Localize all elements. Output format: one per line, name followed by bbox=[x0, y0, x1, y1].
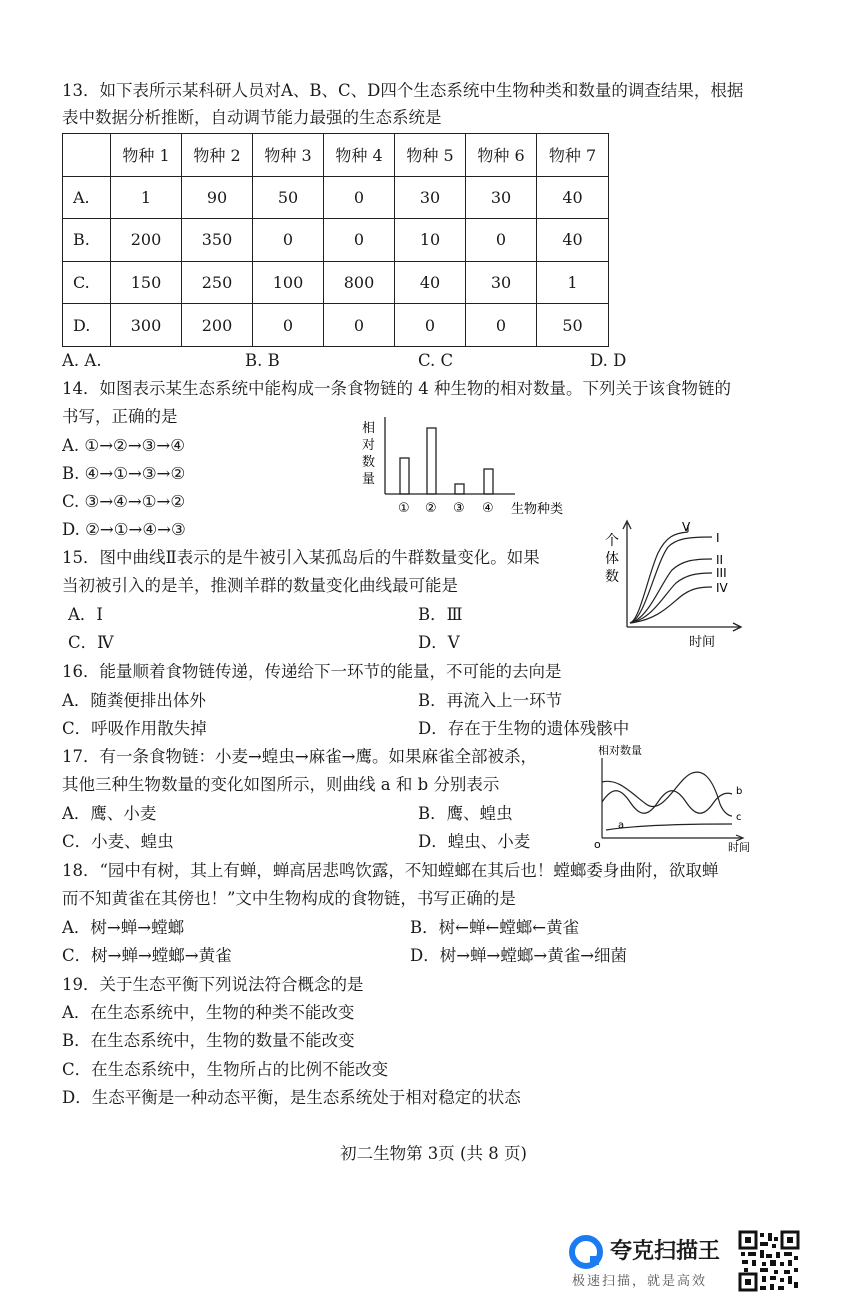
curve-v bbox=[630, 532, 688, 623]
curve-c bbox=[602, 772, 732, 816]
table-cell: 30 bbox=[466, 261, 537, 304]
q15-option-c: C．Ⅳ bbox=[68, 633, 114, 652]
curve-label: c bbox=[736, 812, 742, 823]
y-axis-label-char: 数 bbox=[362, 455, 376, 470]
curve-label: b bbox=[736, 786, 743, 797]
q14-bar-chart bbox=[350, 412, 585, 522]
q18-option-a: A．树→蝉→螳螂 bbox=[62, 918, 185, 937]
y-axis-label-char: 相 bbox=[362, 421, 376, 436]
x-tick-label: ② bbox=[425, 501, 437, 516]
q13-option-b: B. B bbox=[245, 351, 280, 370]
table-cell: 30 bbox=[466, 176, 537, 219]
table-cell: 800 bbox=[324, 261, 395, 304]
curve-label: I bbox=[716, 531, 720, 545]
table-row bbox=[63, 176, 609, 219]
table-header-cell: 物种 6 bbox=[466, 134, 537, 177]
q15-stem-line2: 当初被引入的是羊，推测羊群的数量变化曲线最可能是 bbox=[62, 576, 458, 595]
q13-stem-line1: 13．如下表所示某科研人员对A、B、C、D四个生态系统中生物种类和数量的调查结果，根据 bbox=[62, 81, 744, 100]
scanner-logo-icon bbox=[568, 1234, 604, 1270]
page-footer: 初二生物第 3页 (共 8 页) bbox=[340, 1144, 527, 1163]
curve-a bbox=[606, 824, 732, 830]
y-axis-label-char: 体 bbox=[605, 551, 619, 567]
table-cell: 100 bbox=[253, 261, 324, 304]
chart-origin-label: o bbox=[594, 838, 601, 851]
table-header-cell: 物种 4 bbox=[324, 134, 395, 177]
x-tick-label: ④ bbox=[482, 501, 494, 516]
qr-code-icon bbox=[738, 1230, 800, 1292]
y-axis-label-char: 对 bbox=[362, 438, 376, 453]
table-cell: 40 bbox=[395, 261, 466, 304]
table-cell: 350 bbox=[182, 219, 253, 262]
q18-option-c: C．树→蝉→螳螂→黄雀 bbox=[62, 946, 232, 965]
q16-option-a: A．随粪便排出体外 bbox=[62, 691, 206, 710]
table-header-cell: 物种 3 bbox=[253, 134, 324, 177]
q13-data-table bbox=[62, 133, 609, 347]
table-row-label: A. bbox=[63, 176, 111, 219]
q15-growth-curve-chart bbox=[600, 515, 750, 655]
q17-option-c: C．小麦、蝗虫 bbox=[62, 832, 174, 851]
q15-option-b: B．Ⅲ bbox=[418, 605, 463, 624]
q19-option-b: B．在生态系统中，生物的数量不能改变 bbox=[62, 1031, 355, 1050]
q15-stem-line1: 15．图中曲线Ⅱ表示的是牛被引入某孤岛后的牛群数量变化。如果 bbox=[62, 548, 540, 567]
scanner-watermark bbox=[568, 1228, 738, 1298]
q15-option-a: A．Ⅰ bbox=[68, 605, 103, 624]
q19-stem-line1: 19．关于生态平衡下列说法符合概念的是 bbox=[62, 975, 364, 994]
table-cell: 40 bbox=[537, 176, 609, 219]
q17-stem-line2: 其他三种生物数量的变化如图所示，则曲线 a 和 b 分别表示 bbox=[62, 775, 500, 794]
table-cell: 1 bbox=[537, 261, 609, 304]
q19-option-d: D．生态平衡是一种动态平衡，是生态系统处于相对稳定的状态 bbox=[62, 1088, 521, 1107]
table-cell: 0 bbox=[324, 176, 395, 219]
y-axis-label: 相对数量 bbox=[598, 744, 642, 757]
table-header-row bbox=[63, 134, 609, 177]
bar-organism-1 bbox=[400, 458, 409, 494]
table-cell: 200 bbox=[111, 219, 182, 262]
q16-option-d: D．存在于生物的遗体残骸中 bbox=[418, 719, 630, 738]
table-cell: 10 bbox=[395, 219, 466, 262]
x-tick-label: ③ bbox=[453, 501, 465, 516]
q14-stem-line1: 14．如图表示某生态系统中能构成一条食物链的 4 种生物的相对数量。下列关于该食物链的 bbox=[62, 379, 731, 398]
table-row bbox=[63, 261, 609, 304]
q14-stem-line2: 书写，正确的是 bbox=[62, 407, 178, 426]
y-axis-label-char: 数 bbox=[605, 569, 619, 585]
curve-ii bbox=[630, 559, 712, 623]
q13-option-d: D. D bbox=[590, 351, 627, 370]
bar-organism-4 bbox=[484, 469, 493, 494]
q17-population-chart bbox=[590, 742, 765, 852]
q14-option-b: B. ④→①→③→② bbox=[62, 464, 186, 483]
table-row-label: B. bbox=[63, 219, 111, 262]
table-cell: 0 bbox=[324, 304, 395, 347]
table-cell: 0 bbox=[253, 219, 324, 262]
x-axis-label: 生物种类 bbox=[511, 502, 564, 517]
curve-i bbox=[630, 537, 712, 623]
q14-option-d: D. ②→①→④→③ bbox=[62, 520, 186, 539]
q14-option-c: C. ③→④→①→② bbox=[62, 492, 186, 511]
table-cell: 0 bbox=[466, 304, 537, 347]
table-row-label: C. bbox=[63, 261, 111, 304]
q13-stem-line2: 表中数据分析推断，自动调节能力最强的生态系统是 bbox=[62, 108, 442, 127]
table-row bbox=[63, 219, 609, 262]
table-header-cell: 物种 1 bbox=[111, 134, 182, 177]
curve-b bbox=[602, 791, 732, 814]
table-header-cell: 物种 5 bbox=[395, 134, 466, 177]
table-cell: 40 bbox=[537, 219, 609, 262]
table-cell: 0 bbox=[324, 219, 395, 262]
table-cell: 0 bbox=[253, 304, 324, 347]
table-cell: 90 bbox=[182, 176, 253, 219]
curve-label: IV bbox=[716, 581, 728, 595]
table-header-cell: 物种 2 bbox=[182, 134, 253, 177]
q16-option-b: B．再流入上一环节 bbox=[418, 691, 563, 710]
q17-option-b: B．鹰、蝗虫 bbox=[418, 804, 513, 823]
q16-stem-line1: 16．能量顺着食物链传递，传递给下一环节的能量，不可能的去向是 bbox=[62, 662, 562, 681]
table-row bbox=[63, 304, 609, 347]
curve-label: III bbox=[716, 566, 727, 580]
table-cell bbox=[63, 134, 111, 177]
table-cell: 0 bbox=[466, 219, 537, 262]
table-cell: 200 bbox=[182, 304, 253, 347]
table-cell: 30 bbox=[395, 176, 466, 219]
curve-label: V bbox=[682, 520, 691, 534]
table-row-label: D. bbox=[63, 304, 111, 347]
q19-option-c: C．在生态系统中，生物所占的比例不能改变 bbox=[62, 1060, 389, 1079]
q17-stem-line1: 17．有一条食物链：小麦→蝗虫→麻雀→鹰。如果麻雀全部被杀， bbox=[62, 747, 537, 766]
q15-option-d: D．Ⅴ bbox=[418, 633, 460, 652]
scanner-app-name: 夸克扫描王 bbox=[610, 1239, 721, 1264]
q18-option-d: D．树→蝉→螳螂→黄雀→细菌 bbox=[410, 946, 628, 965]
q14-option-a: A. ①→②→③→④ bbox=[62, 436, 186, 455]
q19-option-a: A．在生态系统中，生物的种类不能改变 bbox=[62, 1003, 355, 1022]
q18-stem-line2: 而不知黄雀在其傍也！”文中生物构成的食物链，书写正确的是 bbox=[62, 889, 516, 908]
bar-organism-2 bbox=[427, 428, 436, 494]
x-axis-label: 时间 bbox=[689, 635, 716, 650]
q16-option-c: C．呼吸作用散失掉 bbox=[62, 719, 207, 738]
q17-option-a: A．鹰、小麦 bbox=[62, 804, 157, 823]
q17-option-d: D．蝗虫、小麦 bbox=[418, 832, 531, 851]
y-axis-label-char: 个 bbox=[605, 533, 619, 549]
table-cell: 1 bbox=[111, 176, 182, 219]
scanner-slogan: 极速扫描，就是高效 bbox=[572, 1274, 708, 1289]
q13-option-a: A. A. bbox=[62, 351, 102, 370]
table-cell: 300 bbox=[111, 304, 182, 347]
table-cell: 50 bbox=[253, 176, 324, 219]
table-cell: 250 bbox=[182, 261, 253, 304]
curve-label: II bbox=[716, 553, 724, 567]
x-tick-label: ① bbox=[398, 501, 410, 516]
bar-organism-3 bbox=[455, 484, 464, 494]
y-axis-label-char: 量 bbox=[362, 472, 376, 487]
table-cell: 150 bbox=[111, 261, 182, 304]
q13-option-c: C. C bbox=[418, 351, 454, 370]
table-cell: 50 bbox=[537, 304, 609, 347]
curve-label: a bbox=[618, 820, 625, 831]
curve-iv bbox=[630, 587, 712, 623]
table-header-cell: 物种 7 bbox=[537, 134, 609, 177]
q18-stem-line1: 18．“园中有树，其上有蝉，蝉高居悲鸣饮露，不知螳螂在其后也！螳螂委身曲附，欲取蝉 bbox=[62, 861, 719, 880]
q18-option-b: B．树←蝉←螳螂←黄雀 bbox=[410, 918, 580, 937]
x-axis-label: 时间 bbox=[728, 841, 750, 852]
table-cell: 0 bbox=[395, 304, 466, 347]
